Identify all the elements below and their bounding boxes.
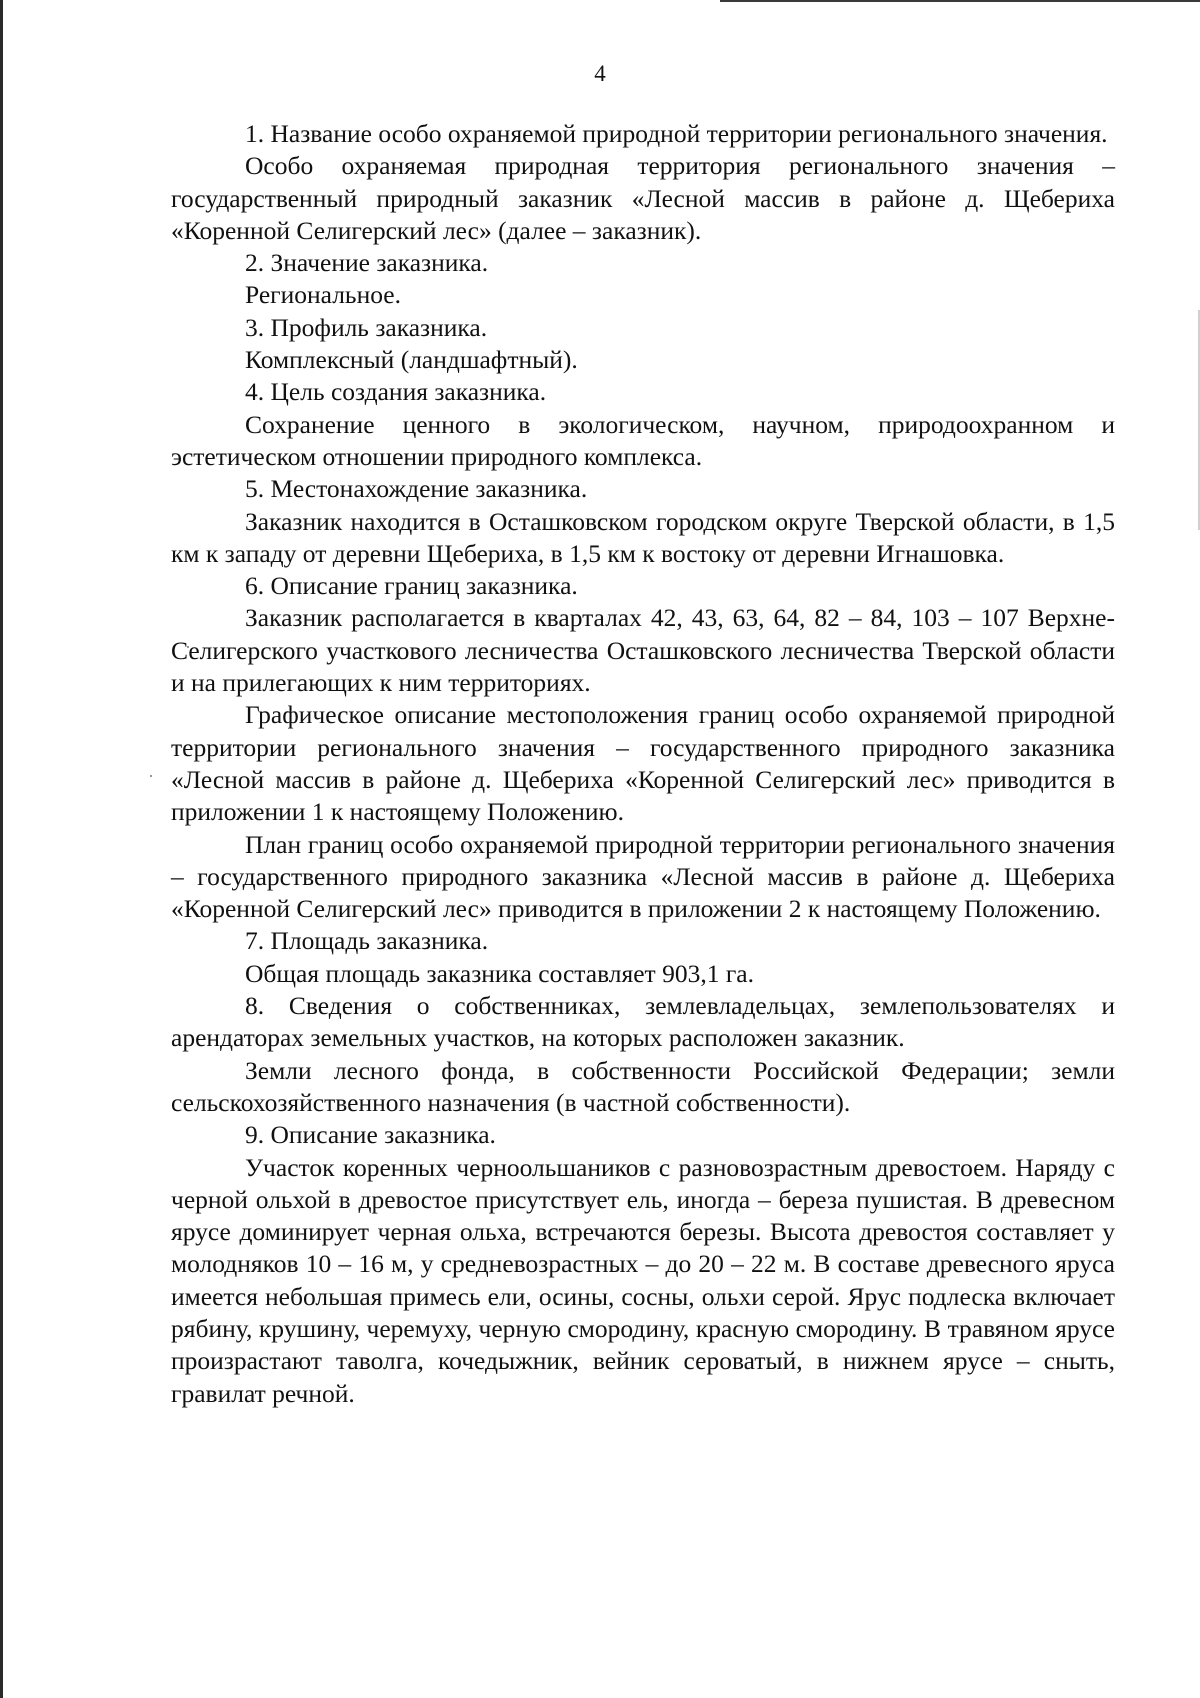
document-body	[171, 118, 1115, 1410]
page-number: 4	[594, 61, 606, 86]
paragraph-location: Заказник находится в Осташковском городском округе Тверской области, в 1,5 км к западу от деревни Щебериха, в 1,5 км к востоку от деревни Игнашовка.	[171, 506, 1115, 568]
paragraph-area: Общая площадь заказника составляет 903,1 га.	[245, 958, 754, 988]
section-heading-significance: 2. Значение заказника.	[245, 248, 489, 278]
section-heading-description: 9. Описание заказника.	[245, 1120, 496, 1150]
paragraph-graphic-description: Графическое описание местоположения границ особо охраняемой природной территории регионального значения – государственного природного заказника «Лесной массив в районе д. Щебериха «Коренной Селигерский лес» приводится в приложении 1 к настоящему Положению.	[171, 700, 1115, 827]
section-heading-location: 5. Местонахождение заказника.	[245, 474, 588, 504]
paragraph-profile: Комплексный (ландшафтный).	[245, 345, 578, 375]
scan-top-edge	[720, 0, 1200, 2]
paragraph-boundary-plan: План границ особо охраняемой природной территории регионального значения – государственного природного заказника «Лесной массив в районе д. Щебериха «Коренной Селигерский лес» приводится в приложении 2 к настоящему Положению.	[171, 829, 1115, 924]
section-heading-area: 7. Площадь заказника.	[245, 926, 489, 956]
section-heading-purpose: 4. Цель создания заказника.	[245, 377, 547, 407]
paragraph-owners: Земли лесного фонда, в собственности Российской Федерации; земли сельскохозяйственного назначения (в частной собственности).	[171, 1055, 1115, 1117]
scan-left-edge	[0, 0, 3, 1698]
paragraph-name: Особо охраняемая природная территория регионального значения – государственный природный заказник «Лесной массив в районе д. Щебериха «Коренной Селигерский лес» (далее – заказник).	[171, 151, 1115, 245]
paragraph-boundaries: Заказник располагается в кварталах 42, 43, 63, 64, 82 – 84, 103 – 107 Верхне-Селигерского участкового лесничества Осташковского лесничества Тверской области и на прилегающих к ним территориях.	[171, 603, 1115, 698]
section-heading-boundaries: 6. Описание границ заказника.	[245, 571, 578, 601]
section-heading-owners: 8. Сведения о собственниках, землевладельцах, землепользователях и арендаторах земельных участков, на которых расположен заказник.	[171, 991, 1115, 1053]
section-heading-name: 1. Название особо охраняемой природной территории регионального значения.	[245, 119, 1108, 148]
paragraph-description: Участок коренных черноольшаников с разновозрастным древостоем. Наряду с черной ольхой в древостое присутствует ель, иногда – береза пушистая. В древесном ярусе доминирует черная ольха, встречаются березы. Высота древостоя составляет у молодняков 10 – 16 м, у средневозрастных – до 20 – 22 м. В составе древесного яруса имеется небольшая примесь ели, осины, сосны, ольхи серой. Ярус подлеска включает рябину, крушину, черемуху, черную смородину, красную смородину. В травяном ярусе произрастают таволга, кочедыжник, вейник сероватый, в нижнем ярусе – сныть, гравилат речной.	[171, 1152, 1115, 1408]
scan-speck	[150, 775, 152, 777]
paragraph-purpose: Сохранение ценного в экологическом, научном, природоохранном и эстетическом отношении природного комплекса.	[171, 409, 1115, 471]
paragraph-significance: Региональное.	[245, 280, 401, 310]
section-heading-profile: 3. Профиль заказника.	[245, 312, 488, 342]
